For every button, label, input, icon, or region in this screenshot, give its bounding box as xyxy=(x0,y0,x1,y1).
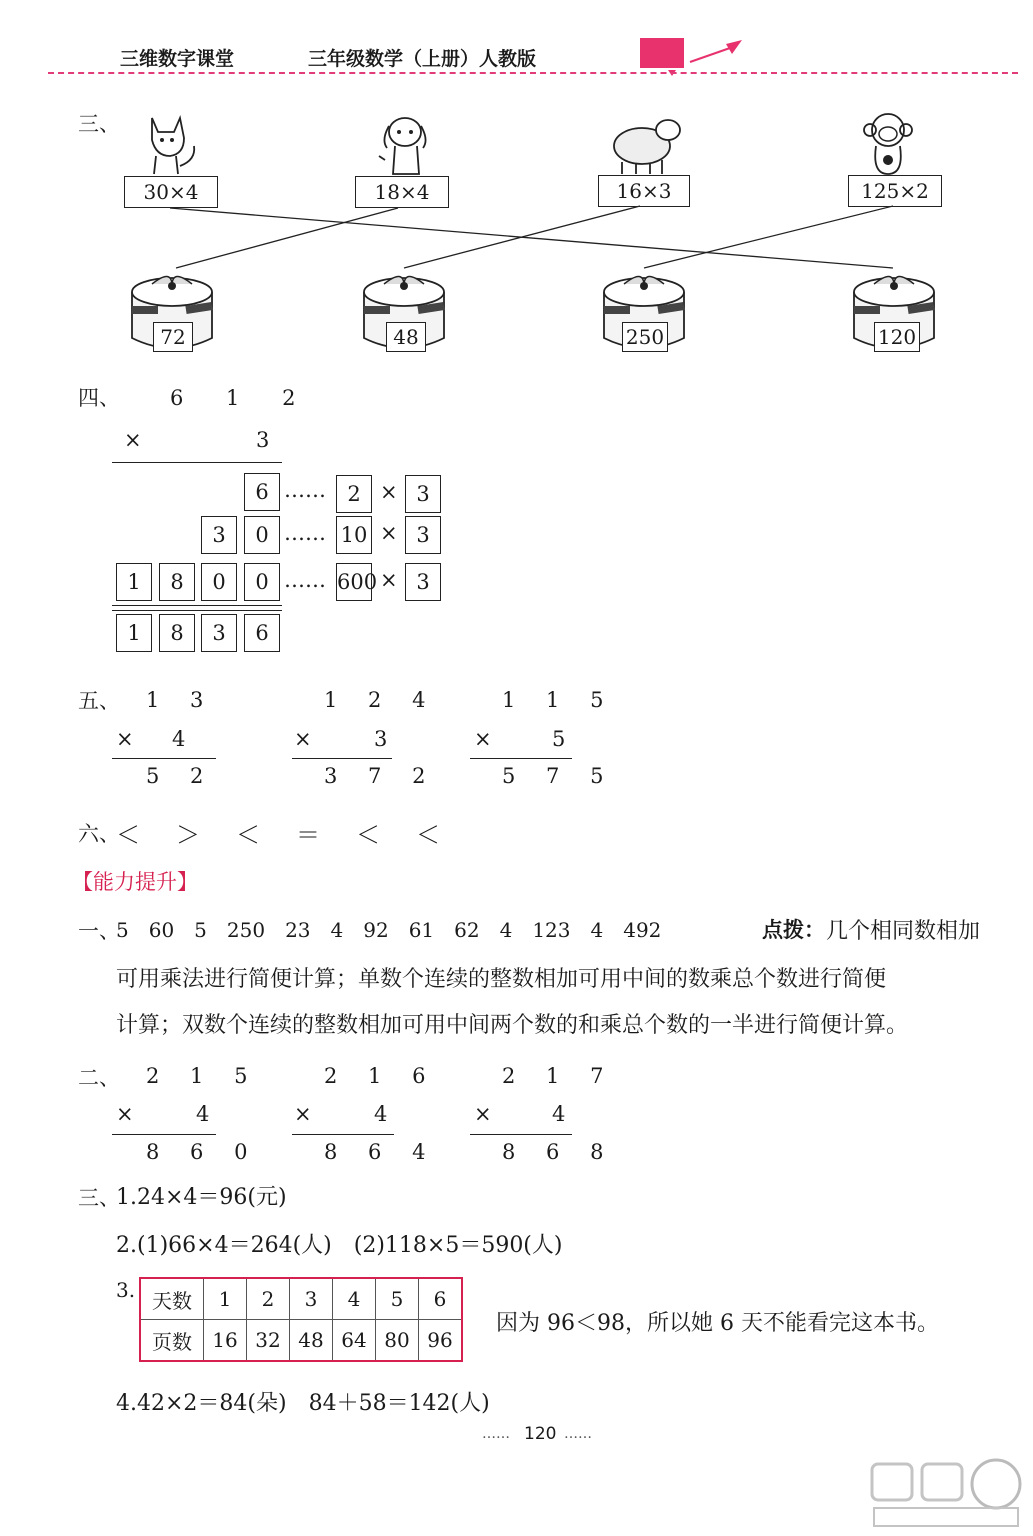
partial-digit: 0 xyxy=(244,563,280,601)
dots: …… xyxy=(284,521,326,545)
times-sign: × xyxy=(124,428,142,452)
table-header: 天数 xyxy=(140,1278,204,1320)
matching-lines xyxy=(0,0,1033,300)
times-sign: × xyxy=(380,568,398,592)
table-cell: 96 xyxy=(419,1320,463,1362)
rule-line xyxy=(112,1134,216,1135)
times-sign: × xyxy=(116,727,134,751)
table-cell: 16 xyxy=(204,1320,247,1362)
multiplicand: 2 1 6 xyxy=(324,1064,438,1088)
page-number: 120 xyxy=(524,1424,557,1444)
multiplicand: 1 2 4 xyxy=(324,688,438,712)
table-cell: 5 xyxy=(376,1278,419,1320)
table-row xyxy=(140,1278,462,1320)
expr-box-2: 18×4 xyxy=(355,176,449,208)
partial-digit: 3 xyxy=(201,516,237,554)
product: 3 7 2 xyxy=(324,764,438,788)
times-sign: × xyxy=(474,1102,492,1126)
factor-box: 3 xyxy=(405,475,441,513)
gift-value-4: 120 xyxy=(874,322,920,352)
multiplicand: 2 1 5 xyxy=(146,1064,260,1088)
rule-line xyxy=(292,758,392,759)
table-cell: 4 xyxy=(333,1278,376,1320)
product: 8 6 8 xyxy=(502,1140,616,1164)
gift-value-3: 250 xyxy=(622,322,668,352)
table-cell: 2 xyxy=(247,1278,290,1320)
tip-label: 点拨： xyxy=(762,918,825,942)
ability-1-answers: 5 60 5 250 23 4 92 61 62 4 123 4 492 xyxy=(116,918,662,942)
rule-line xyxy=(112,462,282,463)
multiplier: 5 xyxy=(552,727,566,751)
book-title: 三年级数学（上册）人教版 xyxy=(308,48,537,70)
rule-line xyxy=(470,758,572,759)
factor-box: 10 xyxy=(336,516,372,554)
answer-2: 2.(1)66×4＝264(人) (2)118×5＝590(人) xyxy=(116,1233,563,1258)
section-6-label: 六、 xyxy=(78,822,120,846)
partial-digit: 8 xyxy=(159,563,195,601)
gift-value-1: 72 xyxy=(153,322,193,352)
times-sign: × xyxy=(380,521,398,545)
product: 5 2 xyxy=(146,764,216,788)
partial-digit: 1 xyxy=(116,563,152,601)
ability-2-label: 二、 xyxy=(78,1066,120,1090)
factor-box: 600 xyxy=(336,563,372,601)
ability-1-label: 一、 xyxy=(78,919,120,943)
dots: …… xyxy=(284,568,326,592)
expr-box-1: 30×4 xyxy=(124,176,218,208)
book-series-title: 三维数字课堂 xyxy=(120,48,235,70)
dots: …… xyxy=(284,478,326,502)
multiplier: 3 xyxy=(256,428,270,452)
table-cell: 64 xyxy=(333,1320,376,1362)
section-5-label: 五、 xyxy=(78,689,120,713)
table-row xyxy=(140,1320,462,1362)
times-sign: × xyxy=(294,1102,312,1126)
comparison-signs: ＜ ＞ ＜ ＝ ＜ ＜ xyxy=(116,821,446,849)
factor-box: 3 xyxy=(405,516,441,554)
table-cell: 1 xyxy=(204,1278,247,1320)
multiplier: 3 xyxy=(374,727,388,751)
partial-digit: 6 xyxy=(244,473,280,511)
table-cell: 6 xyxy=(419,1278,463,1320)
times-sign: × xyxy=(474,727,492,751)
rule-line xyxy=(292,1134,394,1135)
multiplier: 4 xyxy=(374,1102,388,1126)
result-digit: 1 xyxy=(116,614,152,652)
page-dots-right: …… xyxy=(564,1426,592,1442)
factor-box: 3 xyxy=(405,563,441,601)
multiplicand: 6 1 2 xyxy=(170,386,314,410)
times-sign: × xyxy=(294,727,312,751)
rule-line xyxy=(112,758,216,759)
table-cell: 3 xyxy=(290,1278,333,1320)
result-digit: 8 xyxy=(159,614,195,652)
tip-text: 几个相同数相加 xyxy=(826,919,981,944)
factor-box: 2 xyxy=(336,475,372,513)
tip-line-2: 可用乘法进行简便计算；单数个连续的整数相加可用中间的数乘总个数进行简便 xyxy=(116,967,887,992)
expr-box-3: 16×3 xyxy=(598,175,690,207)
times-sign: × xyxy=(116,1102,134,1126)
section-4-label: 四、 xyxy=(78,386,120,410)
ability-3-label: 三、 xyxy=(78,1186,120,1210)
multiplier: 4 xyxy=(552,1102,566,1126)
partial-digit: 0 xyxy=(244,516,280,554)
table-cell: 80 xyxy=(376,1320,419,1362)
multiplicand: 1 3 xyxy=(146,688,216,712)
multiplicand: 1 1 5 xyxy=(502,688,616,712)
reading-table xyxy=(139,1277,463,1362)
result-digit: 3 xyxy=(201,614,237,652)
table-header: 页数 xyxy=(140,1320,204,1362)
watermark-logo xyxy=(866,1454,1026,1530)
partial-digit: 0 xyxy=(201,563,237,601)
table-cell: 48 xyxy=(290,1320,333,1362)
multiplicand: 2 1 7 xyxy=(502,1064,616,1088)
times-sign: × xyxy=(380,480,398,504)
tip-line-3: 计算；双数个连续的整数相加可用中间两个数的和乘总个数的一半进行简便计算。 xyxy=(116,1013,909,1038)
page-dots-left: …… xyxy=(482,1426,510,1442)
product: 5 7 5 xyxy=(502,764,616,788)
answer-3-text: 因为 96＜98，所以她 6 天不能看完这本书。 xyxy=(496,1311,939,1336)
multiplier: 4 xyxy=(172,727,186,751)
rule-line xyxy=(470,1134,572,1135)
product: 8 6 0 xyxy=(146,1140,260,1164)
answer-4: 4.42×2＝84(朵) 84＋58＝142(人) xyxy=(116,1391,490,1416)
gift-value-2: 48 xyxy=(386,322,426,352)
section-3-label: 三、 xyxy=(78,112,120,136)
multiplier: 4 xyxy=(196,1102,210,1126)
table-cell: 32 xyxy=(247,1320,290,1362)
answer-3-num: 3. xyxy=(116,1278,136,1302)
expr-box-4: 125×2 xyxy=(848,175,942,207)
ability-heading: 【能力提升】 xyxy=(72,870,198,894)
result-digit: 6 xyxy=(244,614,280,652)
answer-1: 1.24×4＝96(元) xyxy=(116,1185,287,1210)
rule-line xyxy=(112,610,282,611)
rule-line xyxy=(112,605,282,606)
product: 8 6 4 xyxy=(324,1140,438,1164)
